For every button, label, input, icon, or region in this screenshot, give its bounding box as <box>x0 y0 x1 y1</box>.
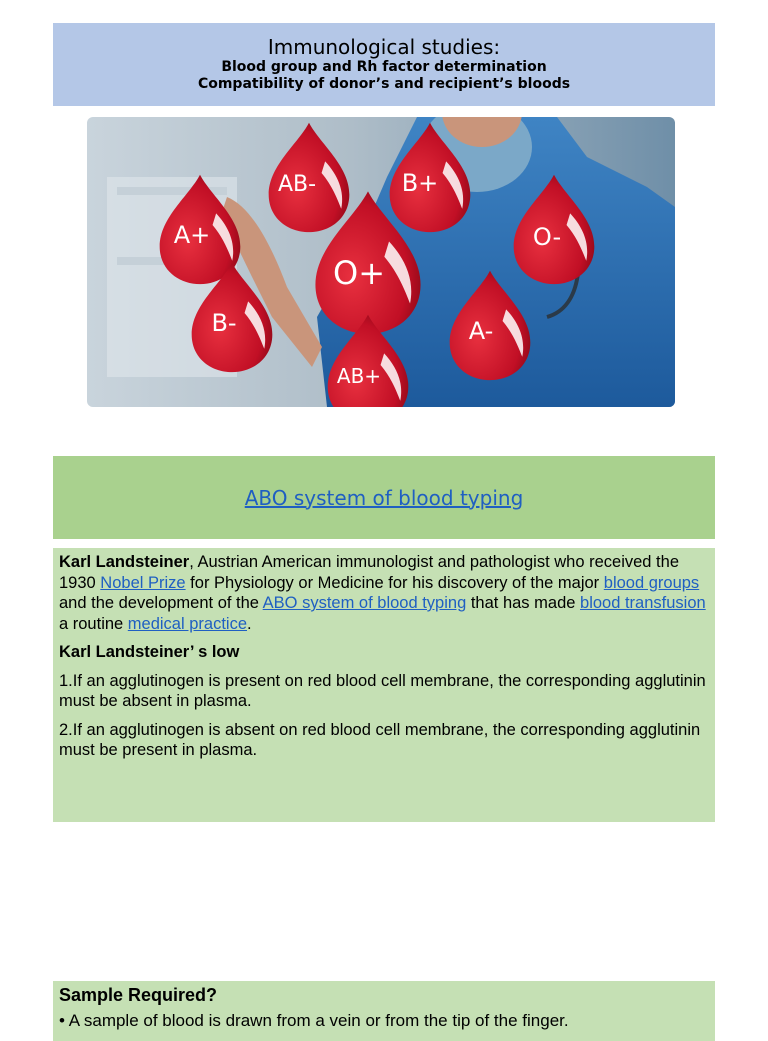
drop-label: O+ <box>333 254 385 292</box>
blood-transfusion-link[interactable]: blood transfusion <box>580 594 706 612</box>
intro-text-3: and the development of the <box>59 594 263 612</box>
intro-paragraph <box>59 552 709 634</box>
intro-text-6: . <box>247 614 252 633</box>
drop-label: AB- <box>277 172 317 197</box>
landsteiner-content <box>53 548 715 822</box>
law-rule-1: 1.If an agglutinogen is present on red blood cell membrane, the corresponding agglutinin must be absent in plasma. <box>59 671 706 710</box>
law-heading <box>59 642 709 663</box>
blood-groups-link[interactable]: blood groups <box>603 573 700 592</box>
intro-text-5: a routine <box>59 614 128 633</box>
drop-label: AB+ <box>336 364 382 388</box>
drop-label: A+ <box>173 221 211 249</box>
header-subtitle-2: Compatibility of donor’s and recipient’s bloods <box>197 76 571 92</box>
blood-drops-illustration <box>87 117 675 407</box>
sample-text: • A sample of blood is drawn from a vein or from the tip of the finger. <box>59 1011 569 1030</box>
landsteiner-name: Karl Landsteiner <box>59 553 190 571</box>
drop-label: B- <box>211 309 237 337</box>
drop-label: O- <box>532 223 562 251</box>
header-subtitle-1: Blood group and Rh factor determination <box>221 59 547 75</box>
nobel-prize-link[interactable]: Nobel Prize <box>100 573 186 592</box>
blood-drops-photo <box>87 117 675 407</box>
law-rule-2: 2.If an agglutinogen is absent on red blood cell membrane, the corresponding agglutinin must be present in plasma. <box>59 720 701 759</box>
intro-text-1: , Austrian American immunologist and pathologist who received the 1930 <box>59 553 679 592</box>
drop-label: B+ <box>401 169 439 197</box>
sample-required-box <box>53 981 715 1041</box>
abo-typing-link[interactable]: ABO system of blood typing <box>262 594 467 612</box>
document-header <box>53 23 715 106</box>
drop-label: A- <box>468 317 494 345</box>
medical-practice-link[interactable]: medical practice <box>127 614 248 633</box>
intro-text-2: for Physiology or Medicine for his discovery of the major <box>185 573 604 592</box>
sample-heading: Sample Required? <box>59 985 218 1005</box>
header-title: Immunological studies: <box>267 35 501 59</box>
abo-section-bar <box>53 456 715 539</box>
intro-text-4: that has made <box>466 594 581 612</box>
law-heading-text: Karl Landsteiner’ s low <box>59 643 240 661</box>
abo-system-link[interactable]: ABO system of blood typing <box>244 485 524 510</box>
